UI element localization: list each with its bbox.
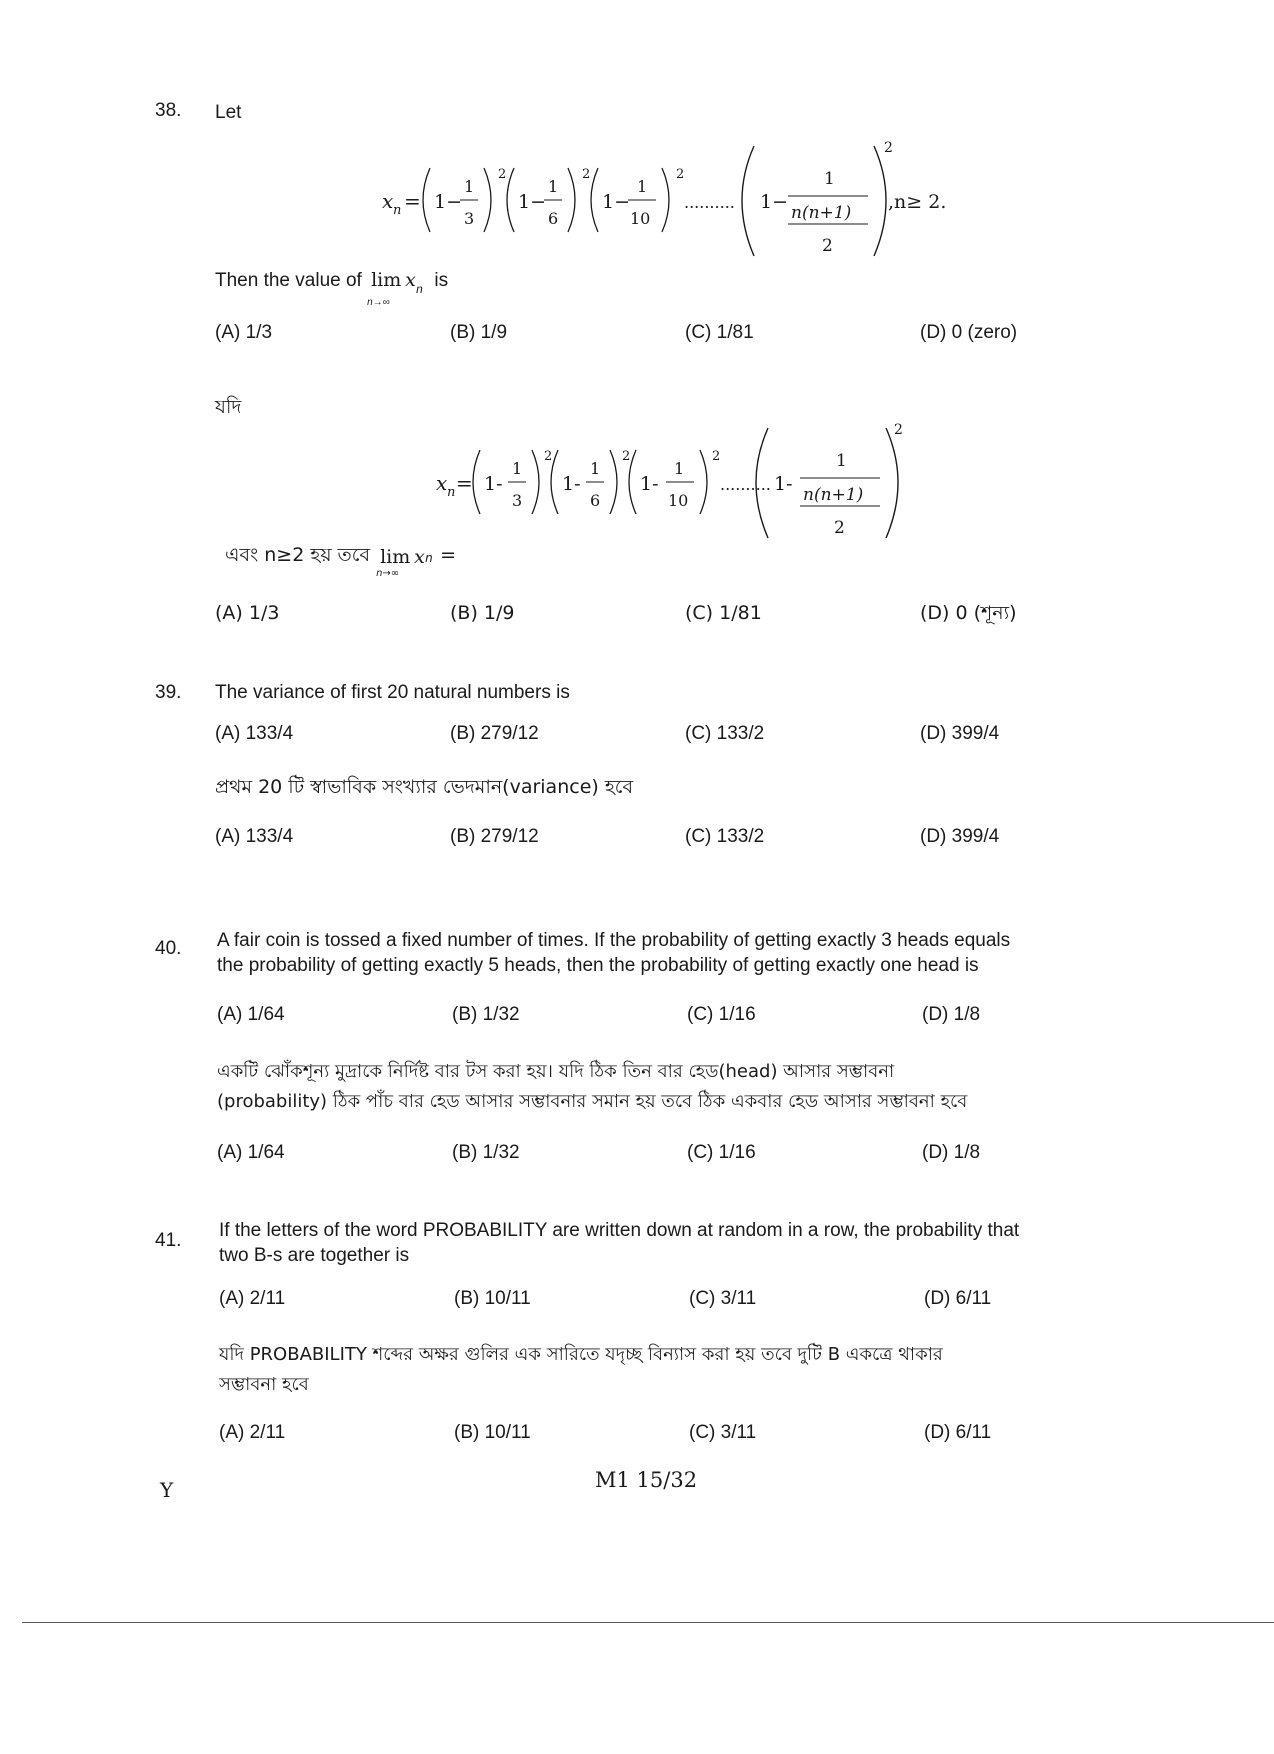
option-c: (C) 1/81 [685, 322, 754, 343]
option-d-bn: (D) 6/11 [924, 1422, 992, 1443]
option-c: (C) 1/16 [687, 1004, 756, 1025]
svg-text:2: 2 [622, 449, 631, 464]
svg-text:1-: 1- [562, 473, 581, 495]
formula-svg [378, 138, 978, 268]
option-d-bn: (D) 399/4 [920, 826, 1000, 847]
ask-bn-prefix: এবং n≥2 হয় তবে [225, 544, 371, 566]
option-d: (D) 6/11 [924, 1288, 992, 1309]
stem-en-line-2: two B-s are together is [219, 1245, 410, 1266]
stem-en-line-1: A fair coin is tossed a fixed number of times. If the probability of getting exactly 3 heads equals [217, 930, 1011, 951]
stem-bn-line-1: একটি ঝোঁকশূন্য মুদ্রাকে নির্দিষ্ট বার টস করা হয়। যদি ঠিক তিন বার হেড(head) আসার সম্ভাবনা [217, 1061, 895, 1082]
option-c-bn: (C) 1/16 [687, 1142, 756, 1163]
question-38-number: 38. [155, 100, 182, 121]
question-38-formula-en [378, 138, 978, 272]
stem-en-line-2: the probability of getting exactly 5 heads, then the probability of getting exactly one head is [217, 955, 979, 976]
stem-en-line-1: If the letters of the word PROBABILITY are written down at random in a row, the probability that [219, 1220, 1020, 1241]
option-c: (C) 133/2 [685, 723, 765, 744]
question-40-number: 40. [155, 938, 182, 959]
lim-bn-var: x [414, 546, 425, 568]
question-41-number: 41. [155, 1230, 182, 1251]
svg-text:2: 2 [582, 167, 591, 182]
stem-bn-line-2: (probability) ঠিক পাঁচ বার হেড আসার সম্ভাবনার সমান হয় তবে ঠিক একবার হেড আসার সম্ভাবনা হবে [217, 1091, 968, 1112]
option-b-bn: (B) 279/12 [450, 826, 539, 847]
option-a: (A) 1/64 [217, 1004, 285, 1025]
ask-en-end: is [434, 270, 449, 291]
lim-sub: n [416, 282, 423, 296]
question-38-stem-bn: যদি [215, 396, 242, 418]
question-39-options-bn [215, 826, 1175, 856]
svg-text:1-: 1- [774, 473, 793, 495]
question-39-options-en [215, 723, 1175, 753]
svg-text:1: 1 [637, 177, 648, 196]
limit-expression-bn [376, 542, 434, 579]
question-41-stem-en [219, 1218, 1219, 1268]
svg-text:1-: 1- [640, 473, 659, 495]
question-38-stem-en: Let [215, 102, 242, 123]
formula-bn-dots: .......... [720, 475, 771, 494]
question-40-options-en [217, 1004, 1177, 1034]
limit-expression [367, 268, 429, 308]
formula-den-2: 2 [822, 236, 833, 256]
svg-text:1-: 1- [484, 473, 503, 495]
formula-eq: = [404, 189, 421, 213]
option-b-bn: (B) 1/9 [450, 602, 515, 624]
svg-text:1−: 1− [760, 191, 789, 213]
svg-text:1: 1 [464, 177, 475, 196]
question-40-stem-bn [217, 1057, 1227, 1117]
formula-bn-frac-1: 3 [512, 491, 523, 510]
svg-text:1: 1 [548, 177, 559, 196]
option-c: (C) 3/11 [689, 1288, 757, 1309]
lim-bn-word: lim [380, 546, 411, 568]
svg-text:2: 2 [894, 422, 903, 438]
stem-bn-line-2: সম্ভাবনা হবে [219, 1374, 309, 1395]
formula-dots: .......... [684, 193, 735, 212]
formula-bn-svg [432, 420, 932, 550]
option-c-bn: (C) 133/2 [685, 826, 765, 847]
formula-bn-num-top: 1 [836, 451, 847, 471]
option-a-bn: (A) 1/64 [217, 1142, 285, 1163]
option-a: (A) 2/11 [219, 1288, 286, 1309]
corner-mark: Y [160, 1478, 174, 1502]
formula-bn-frac-2: 6 [590, 491, 601, 510]
option-a: (A) 133/4 [215, 723, 294, 744]
option-d: (D) 1/8 [922, 1004, 981, 1025]
option-d: (D) 0 (zero) [920, 322, 1018, 343]
formula-bn-lhs: x [436, 471, 448, 495]
formula-bn-frac-3: 10 [668, 491, 689, 510]
ask-en-text: Then the value of [215, 270, 362, 291]
question-39-stem-bn: প্রথম 20 টি স্বাভাবিক সংখ্যার ভেদমান(variance) হবে [215, 776, 634, 798]
question-40-stem-en [217, 928, 1217, 978]
option-b: (B) 1/32 [452, 1004, 520, 1025]
question-39-number: 39. [155, 682, 182, 703]
svg-text:2: 2 [884, 140, 893, 156]
option-a: (A) 1/3 [215, 322, 273, 343]
svg-text:2: 2 [544, 449, 553, 464]
svg-text:1−: 1− [602, 191, 631, 213]
option-a-bn: (A) 133/4 [215, 826, 294, 847]
question-41-options-en [219, 1288, 1179, 1318]
bottom-rule [22, 1622, 1274, 1623]
formula-bn-lhs-sub: n [447, 485, 456, 500]
option-a-bn: (A) 1/3 [215, 602, 280, 624]
formula-condition: ,n≥ 2. [888, 191, 947, 213]
option-b: (B) 279/12 [450, 723, 539, 744]
option-b: (B) 10/11 [454, 1288, 531, 1309]
option-d-bn: (D) 0 (শূন্য) [920, 602, 1017, 624]
question-38-ask-bn [225, 540, 457, 579]
ask-bn-suffix: = [440, 544, 457, 566]
formula-n-expr: n(n+1) [791, 203, 852, 223]
option-b-bn: (B) 10/11 [454, 1422, 531, 1443]
lim-var: x [405, 269, 416, 291]
formula-bn-eq: = [456, 471, 473, 495]
formula-frac-2: 6 [548, 209, 559, 228]
option-c-bn: (C) 1/81 [685, 602, 762, 624]
option-a-bn: (A) 2/11 [219, 1422, 286, 1443]
svg-text:1: 1 [674, 459, 685, 478]
page-code: M1 15/32 [595, 1468, 698, 1492]
svg-text:2: 2 [498, 167, 507, 182]
lim-bn-under: n→∞ [376, 568, 400, 579]
formula-bn-den-2: 2 [834, 518, 845, 538]
formula-num-top: 1 [824, 169, 835, 189]
formula-frac-3: 10 [630, 209, 651, 228]
lim-bn-sub: n [425, 551, 433, 565]
question-38-options-bn [215, 598, 1175, 628]
stem-bn-line-1: যদি PROBABILITY শব্দের অক্ষর গুলির এক সারিতে যদৃচ্ছ বিন্যাস করা হয় তবে দুটি B একত্রে থাকার [219, 1344, 943, 1365]
formula-lhs-sub: n [393, 203, 402, 218]
svg-text:1−: 1− [434, 191, 463, 213]
svg-text:2: 2 [712, 449, 721, 464]
svg-text:1: 1 [590, 459, 601, 478]
lim-word: lim [371, 269, 402, 291]
option-b-bn: (B) 1/32 [452, 1142, 520, 1163]
question-41-stem-bn [219, 1340, 1229, 1400]
option-b: (B) 1/9 [450, 322, 508, 343]
formula-bn-n-expr: n(n+1) [803, 485, 864, 505]
svg-text:1−: 1− [518, 191, 547, 213]
formula-frac-1: 3 [464, 209, 475, 228]
svg-text:2: 2 [676, 167, 685, 182]
option-d: (D) 399/4 [920, 723, 1000, 744]
question-38-formula-bn [432, 420, 932, 554]
option-c-bn: (C) 3/11 [689, 1422, 757, 1443]
question-41-options-bn [219, 1422, 1179, 1452]
option-d-bn: (D) 1/8 [922, 1142, 981, 1163]
lim-under: n→∞ [367, 297, 390, 308]
question-38-options-en [215, 322, 1175, 352]
svg-text:1: 1 [512, 459, 523, 478]
question-38-ask-en [215, 268, 449, 308]
question-40-options-bn [217, 1142, 1177, 1172]
question-39-stem-en: The variance of first 20 natural numbers is [215, 682, 570, 703]
formula-lhs: x [382, 189, 394, 213]
